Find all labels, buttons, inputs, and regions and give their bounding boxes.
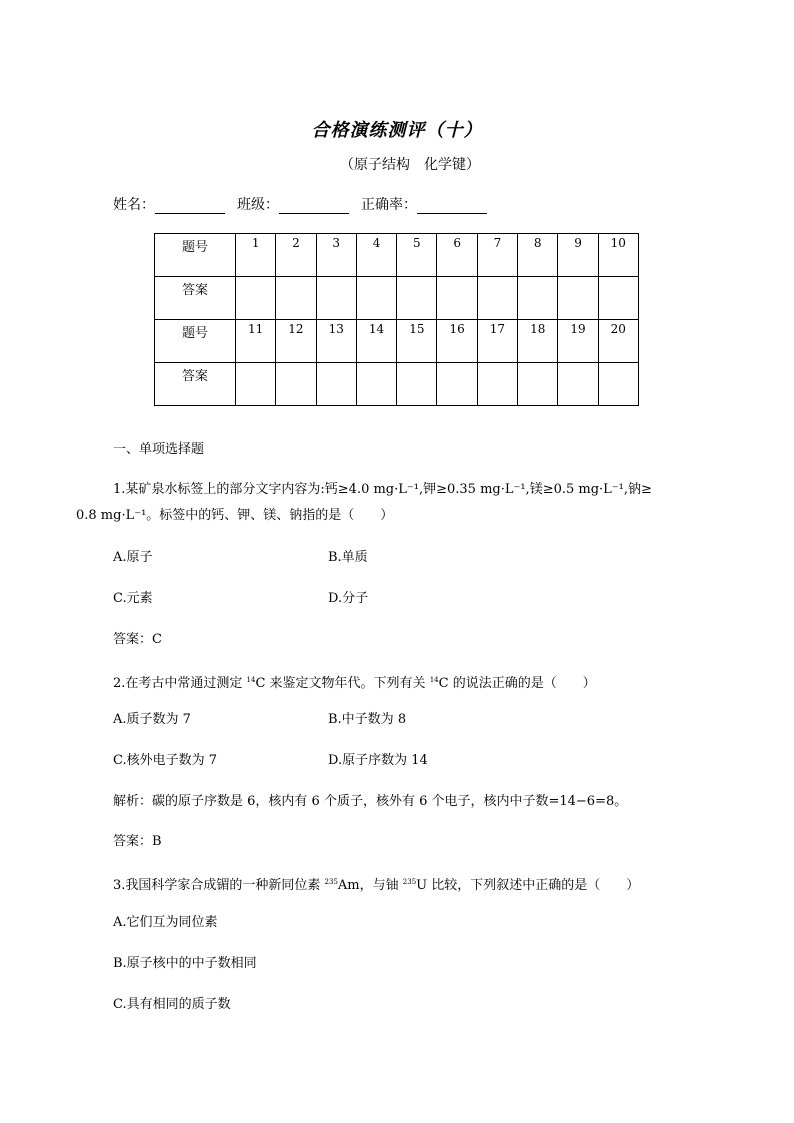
answer-cell[interactable]: [558, 277, 598, 320]
answer-cell[interactable]: [397, 363, 437, 406]
answer-cell[interactable]: [236, 277, 276, 320]
isotope-mass-number: 235: [402, 878, 417, 886]
page-title: 合格演练测评（十）: [311, 120, 483, 141]
answer-cell[interactable]: [276, 277, 316, 320]
question-number-header: 题号: [155, 234, 236, 277]
answer-cell[interactable]: [356, 277, 396, 320]
answer-cell[interactable]: [437, 277, 477, 320]
question-3-stem-part3: 比较，下列叙述中正确的是（ ）: [427, 878, 640, 893]
question-number-cell: 17: [477, 320, 517, 363]
table-row: [155, 320, 639, 363]
isotope-symbol: Am: [337, 878, 360, 893]
answer-cell[interactable]: [598, 363, 638, 406]
question-2-option-c: C.核外电子数为 7: [113, 753, 218, 768]
answer-cell[interactable]: [276, 363, 316, 406]
question-1-stem-line2: 0.8 mg·L⁻¹。标签中的钙、钾、镁、钠指的是（ ）: [76, 508, 394, 523]
answer-cell[interactable]: [316, 277, 356, 320]
question-number-cell: 4: [356, 234, 396, 277]
question-3-option-a: A.它们互为同位素: [113, 915, 218, 930]
question-number-cell: 14: [356, 320, 396, 363]
answer-header: 答案: [155, 277, 236, 320]
question-2-stem-part1: 2.在考古中常通过测定: [113, 676, 247, 691]
name-label: 姓名：: [113, 197, 155, 213]
answer-cell[interactable]: [518, 363, 558, 406]
class-blank: [279, 199, 349, 214]
answer-cell[interactable]: [356, 363, 396, 406]
question-number-cell: 19: [558, 320, 598, 363]
page-subtitle: （原子结构 化学键）: [340, 157, 480, 173]
answer-cell[interactable]: [316, 363, 356, 406]
question-number-cell: 12: [276, 320, 316, 363]
question-3-stem-part1: 3.我国科学家合成镅的一种新同位素: [113, 878, 325, 893]
class-label: 班级：: [237, 197, 279, 213]
accuracy-blank: [417, 199, 487, 214]
question-2-analysis: 解析：碳的原子序数是 6，核内有 6 个质子，核外有 6 个电子，核内中子数=14−6=8。: [113, 794, 628, 809]
question-3-stem: [113, 872, 639, 896]
question-number-cell: 6: [437, 234, 477, 277]
question-number-cell: 7: [477, 234, 517, 277]
question-number-cell: 13: [316, 320, 356, 363]
section-heading: 一、单项选择题: [113, 442, 205, 457]
question-1-option-b: B.单质: [328, 550, 368, 565]
question-3-option-c: C.具有相同的质子数: [113, 997, 231, 1012]
question-number-cell: 5: [397, 234, 437, 277]
answer-cell[interactable]: [558, 363, 598, 406]
question-number-cell: 16: [437, 320, 477, 363]
isotope-mass-number: 14: [429, 676, 439, 684]
isotope-symbol: U: [416, 878, 428, 893]
student-info-row: [113, 194, 499, 214]
question-number-cell: 10: [598, 234, 638, 277]
answer-cell[interactable]: [477, 277, 517, 320]
question-3-option-b: B.原子核中的中子数相同: [113, 956, 257, 971]
isotope-mass-number: 235: [324, 878, 338, 886]
question-number-cell: 15: [397, 320, 437, 363]
question-2-stem-part2: C 来鉴定文物年代。下列有关: [255, 676, 430, 691]
question-number-header: 题号: [155, 320, 236, 363]
question-1-option-d: D.分子: [328, 591, 369, 606]
table-row: [155, 363, 639, 406]
answer-cell[interactable]: [236, 363, 276, 406]
question-number-cell: 11: [236, 320, 276, 363]
answer-header: 答案: [155, 363, 236, 406]
name-blank: [155, 199, 225, 214]
question-2-option-d: D.原子序数为 14: [328, 753, 428, 768]
question-2-option-b: B.中子数为 8: [328, 712, 407, 727]
question-1-option-c: C.元素: [113, 591, 153, 606]
answer-cell[interactable]: [477, 363, 517, 406]
answer-grid: [154, 233, 639, 406]
question-number-cell: 20: [598, 320, 638, 363]
question-number-cell: 9: [558, 234, 598, 277]
question-3-stem-part2: ，与铀: [359, 878, 403, 893]
question-number-cell: 18: [518, 320, 558, 363]
answer-cell[interactable]: [397, 277, 437, 320]
answer-cell[interactable]: [518, 277, 558, 320]
question-number-cell: 8: [518, 234, 558, 277]
answer-cell[interactable]: [437, 363, 477, 406]
question-1-answer: 答案：C: [113, 632, 162, 647]
table-row: [155, 234, 639, 277]
question-2-option-a: A.质子数为 7: [113, 712, 191, 727]
question-2-stem: [113, 670, 596, 694]
table-row: [155, 277, 639, 320]
question-1-stem-line1: 1.某矿泉水标签上的部分文字内容为:钙≥4.0 mg·L⁻¹,钾≥0.35 mg·L⁻¹,镁≥0.5 mg·L⁻¹,钠≥: [113, 482, 652, 497]
question-2-answer: 答案：B: [113, 834, 162, 849]
answer-cell[interactable]: [598, 277, 638, 320]
question-number-cell: 3: [316, 234, 356, 277]
question-number-cell: 1: [236, 234, 276, 277]
question-number-cell: 2: [276, 234, 316, 277]
isotope-mass-number: 14: [246, 676, 256, 684]
accuracy-label: 正确率：: [361, 197, 417, 213]
question-2-stem-part3: C 的说法正确的是（ ）: [438, 676, 596, 691]
question-1-option-a: A.原子: [113, 550, 153, 565]
